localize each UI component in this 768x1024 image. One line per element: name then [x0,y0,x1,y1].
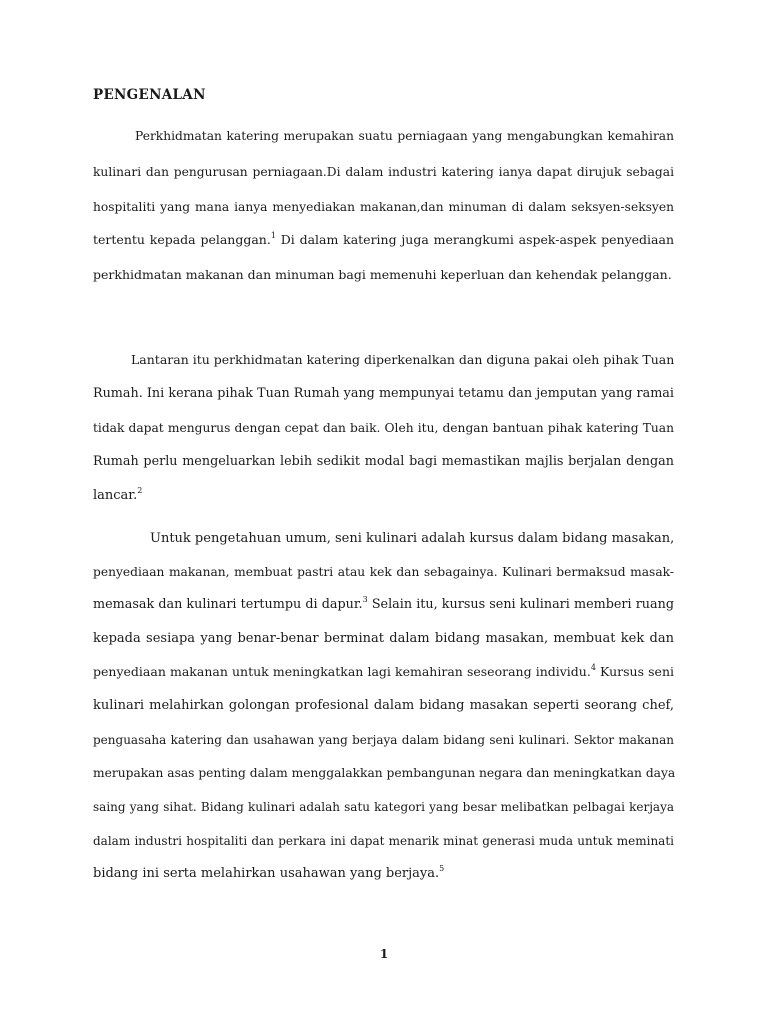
p3-line-5 [93,663,674,681]
p3-line-6: kulinari melahirkan golongan profesional dalam bidang masakan seperti seorang chef, [93,698,674,713]
p1-line-4a: tertentu kepada pelanggan. [93,232,271,247]
p1-line-1: Perkhidmatan katering merupakan suatu perniagaan yang mengabungkan kemahiran [135,129,674,143]
p3-line-1: Untuk pengetahuan umum, seni kulinari adalah kursus dalam bidang masakan, [150,531,675,546]
footnote-ref-2: 2 [137,486,143,495]
p3-line-5a: penyediaan makanan untuk meningkatkan lagi kemahiran seseorang individu. [93,664,591,679]
p2-line-4: Rumah perlu mengeluarkan lebih sedikit modal bagi memastikan majlis berjalan dengan [93,454,674,469]
section-heading: PENGENALAN [93,87,206,103]
p3-line-7: penguasaha katering dan usahawan yang berjaya dalam bidang seni kulinari. Sektor makanan [93,733,674,747]
p1-line-2: kulinari dan pengurusan perniagaan.Di dalam industri katering ianya dapat dirujuk sebagai [93,165,674,179]
p3-line-2: penyediaan makanan, membuat pastri atau kek dan sebagainya. Kulinari bermaksud masak- [93,565,674,579]
p3-line-3b: Selain itu, kursus seni kulinari memberi ruang [367,597,674,612]
p3-line-8: merupakan asas penting dalam menggalakkan pembangunan negara dan meningkatkan daya [93,766,676,780]
page-number: 1 [379,947,389,961]
p1-line-4b: Di dalam katering juga merangkumi aspek-aspek penyediaan [275,232,674,247]
p3-line-5b: Kursus seni [595,664,675,679]
p3-line-10: dalam industri hospitaliti dan perkara ini dapat menarik minat generasi muda untuk meminati [93,834,674,848]
p2-line-5a: lancar. [93,488,138,503]
p2-line-1: Lantaran itu perkhidmatan katering diperkenalkan dan diguna pakai oleh pihak Tuan [131,352,675,367]
p3-line-11 [93,865,674,883]
footnote-ref-3: 3 [362,595,368,604]
p1-line-4 [93,231,674,249]
p3-line-3 [93,596,674,614]
p3-line-9: saing yang sihat. Bidang kulinari adalah satu kategori yang besar melibatkan pelbagai kerjaya [93,800,674,814]
footnote-ref-5: 5 [439,864,445,873]
p1-line-3: hospitaliti yang mana ianya menyediakan makanan,dan minuman di dalam seksyen-seksyen [93,200,674,214]
p2-line-2: Rumah. Ini kerana pihak Tuan Rumah yang mempunyai tetamu dan jemputan yang ramai [93,386,674,401]
p2-line-3: tidak dapat mengurus dengan cepat dan baik. Oleh itu, dengan bantuan pihak katering Tuan [93,421,674,435]
footnote-ref-1: 1 [270,231,276,240]
p3-line-3a: memasak dan kulinari tertumpu di dapur. [93,597,363,612]
p3-line-11a: bidang ini serta melahirkan usahawan yang berjaya. [93,866,440,881]
p3-line-4: kepada sesiapa yang benar-benar berminat dalam bidang masakan, membuat kek dan [93,631,674,646]
p2-line-5 [93,487,674,505]
footnote-ref-4: 4 [590,663,596,672]
p1-line-5: perkhidmatan makanan dan minuman bagi memenuhi keperluan dan kehendak pelanggan. [93,267,672,282]
